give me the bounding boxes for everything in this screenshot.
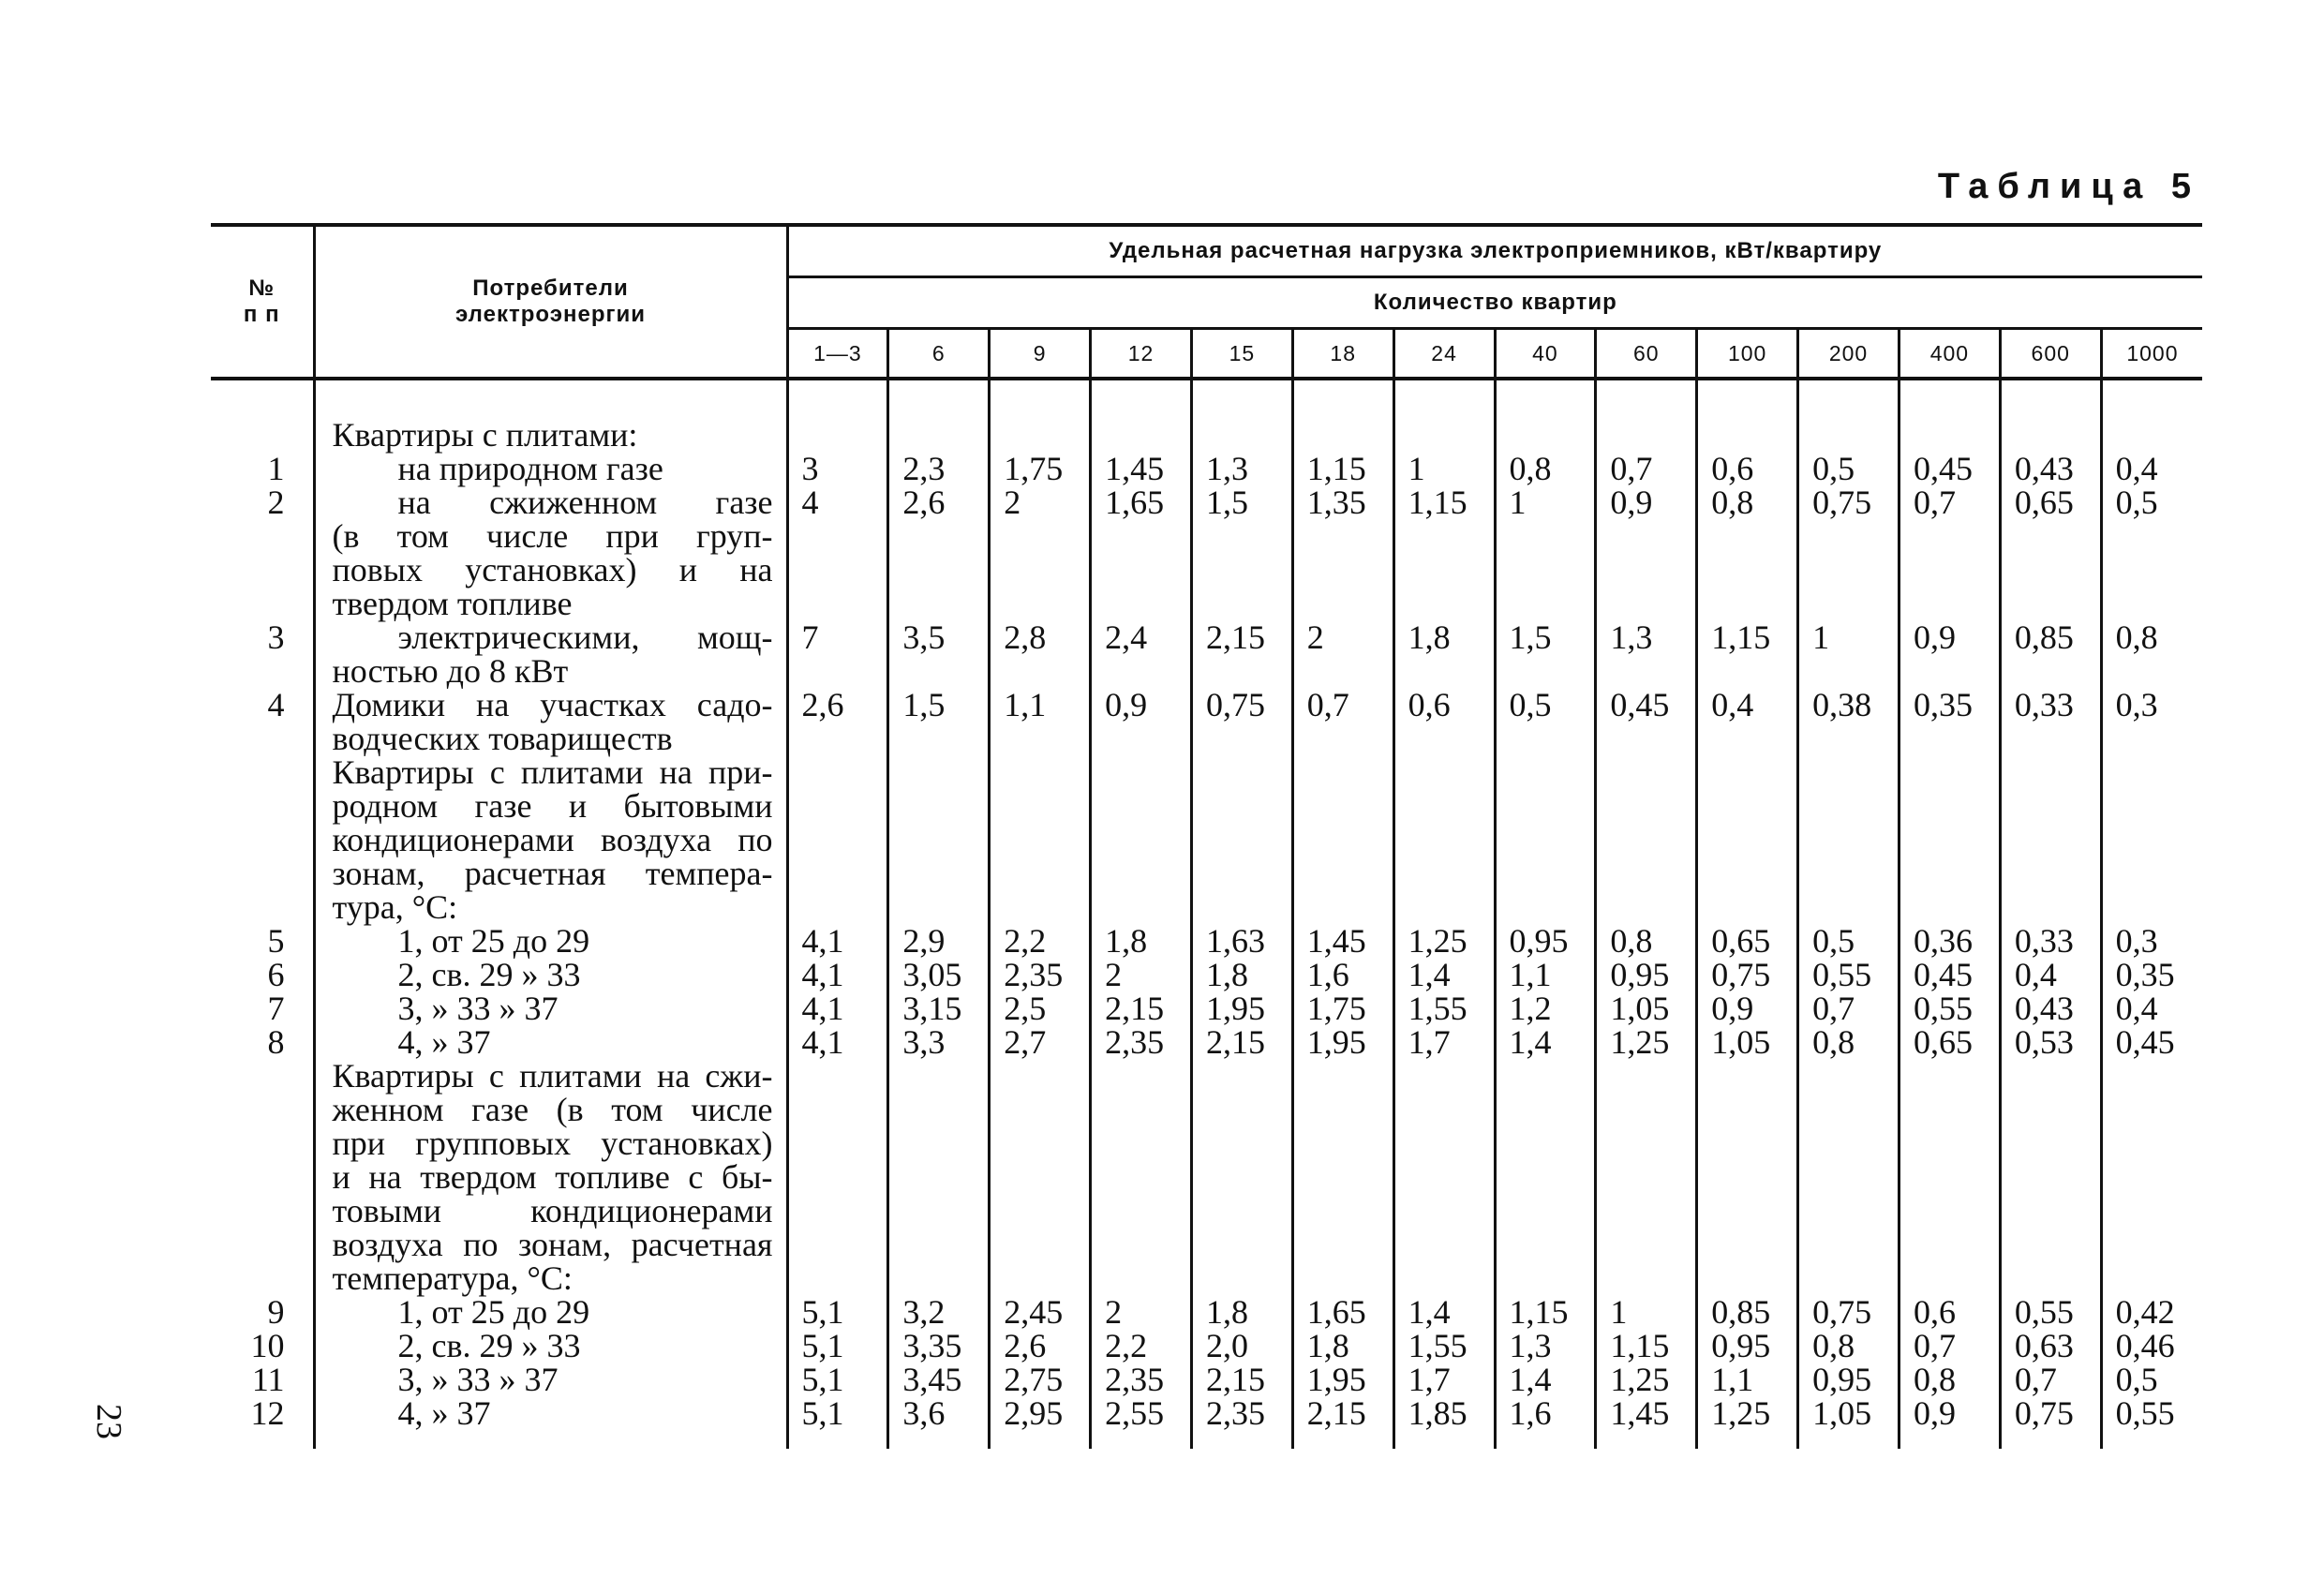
page-number: 23 bbox=[89, 1404, 128, 1439]
value-cell: 0,5 bbox=[2101, 1363, 2202, 1396]
consumer-name-line: (в том числе при груп- bbox=[332, 517, 773, 555]
header-num-line2: п п bbox=[243, 302, 280, 327]
value-cell: 1,15 bbox=[1292, 452, 1393, 485]
table-header bbox=[211, 225, 2202, 379]
value-cell: 1,8 bbox=[1091, 924, 1192, 958]
value-cell: 3,15 bbox=[888, 991, 990, 1025]
value-cell: 1,5 bbox=[1495, 620, 1596, 688]
value-cell: 0,46 bbox=[2101, 1329, 2202, 1363]
row-number: 1 bbox=[267, 450, 285, 487]
value-cell: 1,35 bbox=[1292, 485, 1393, 620]
value-cell: 2,15 bbox=[1292, 1396, 1393, 1449]
consumer-name-line: 4, » 37 bbox=[397, 1023, 491, 1061]
table-row bbox=[211, 958, 2202, 991]
value-cell: 1,7 bbox=[1393, 1363, 1495, 1396]
value-cell: 4,1 bbox=[787, 991, 888, 1025]
consumer-name bbox=[314, 958, 787, 991]
row-number: 11 bbox=[251, 1361, 285, 1398]
column-header: 18 bbox=[1292, 329, 1393, 380]
column-header: 60 bbox=[1596, 329, 1697, 380]
value-cell: 0,8 bbox=[1798, 1329, 1899, 1363]
column-header: 400 bbox=[1899, 329, 2000, 380]
value-cell: 0,45 bbox=[1899, 452, 2000, 485]
value-cell: 1,63 bbox=[1191, 924, 1292, 958]
consumer-name-line: Домики на участках садо- bbox=[332, 686, 773, 723]
value-cell: 0,75 bbox=[1191, 688, 1292, 755]
value-cell: 0,4 bbox=[2000, 958, 2101, 991]
value-cell: 1,4 bbox=[1393, 958, 1495, 991]
value-cell: 3,5 bbox=[888, 620, 990, 688]
value-cell: 3,45 bbox=[888, 1363, 990, 1396]
value-cell: 1 bbox=[1596, 1295, 1697, 1329]
value-cell: 2,4 bbox=[1091, 620, 1192, 688]
table-row bbox=[211, 1396, 2202, 1449]
value-cell: 0,43 bbox=[2000, 452, 2101, 485]
consumer-name bbox=[314, 688, 787, 755]
section-row bbox=[211, 379, 2202, 452]
consumer-name bbox=[314, 1396, 787, 1449]
value-cell: 1 bbox=[1798, 620, 1899, 688]
value-cell: 0,45 bbox=[2101, 1025, 2202, 1059]
value-cell: 1,05 bbox=[1697, 1025, 1798, 1059]
column-header: 9 bbox=[990, 329, 1091, 380]
column-header: 15 bbox=[1191, 329, 1292, 380]
value-cell: 3,05 bbox=[888, 958, 990, 991]
row-number: 7 bbox=[267, 990, 285, 1027]
consumer-name-line: 2, св. 29 » 33 bbox=[397, 956, 581, 993]
value-cell: 4 bbox=[787, 485, 888, 620]
value-cell: 1,15 bbox=[1697, 620, 1798, 688]
value-cell: 0,5 bbox=[2101, 485, 2202, 620]
value-cell: 0,75 bbox=[1798, 1295, 1899, 1329]
table-row bbox=[211, 1329, 2202, 1363]
section-title-line: Квартиры с плитами на сжи- bbox=[332, 1057, 773, 1095]
consumer-name-line: 2, св. 29 » 33 bbox=[397, 1327, 581, 1364]
consumer-name-line: повых установках) и на bbox=[332, 551, 773, 588]
consumer-name bbox=[314, 1025, 787, 1059]
value-cell: 0,95 bbox=[1495, 924, 1596, 958]
consumer-name bbox=[314, 452, 787, 485]
header-num-line1: № bbox=[248, 276, 276, 301]
value-cell: 3 bbox=[787, 452, 888, 485]
value-cell: 1,3 bbox=[1495, 1329, 1596, 1363]
value-cell: 1,6 bbox=[1495, 1396, 1596, 1449]
value-cell: 0,3 bbox=[2101, 924, 2202, 958]
value-cell: 1,5 bbox=[1191, 485, 1292, 620]
row-number: 4 bbox=[267, 686, 285, 723]
value-cell: 1,75 bbox=[1292, 991, 1393, 1025]
value-cell: 1,25 bbox=[1697, 1396, 1798, 1449]
load-table bbox=[211, 223, 2202, 1449]
section-title-line: кондиционерами воздуха по bbox=[332, 821, 773, 858]
section-title-line: температура, °С: bbox=[332, 1259, 573, 1297]
value-cell: 0,35 bbox=[1899, 688, 2000, 755]
value-cell: 0,9 bbox=[1899, 1396, 2000, 1449]
value-cell: 1,65 bbox=[1091, 485, 1192, 620]
column-header: 24 bbox=[1393, 329, 1495, 380]
column-header: 600 bbox=[2000, 329, 2101, 380]
header-consumers-line2: электроэнергии bbox=[455, 302, 646, 327]
table-row bbox=[211, 452, 2202, 485]
section-title bbox=[314, 755, 787, 924]
value-cell: 0,65 bbox=[2000, 485, 2101, 620]
consumer-name bbox=[314, 485, 787, 620]
table-row bbox=[211, 991, 2202, 1025]
value-cell: 7 bbox=[787, 620, 888, 688]
consumer-name-line: 4, » 37 bbox=[397, 1394, 491, 1432]
value-cell: 1,25 bbox=[1596, 1025, 1697, 1059]
value-cell: 0,85 bbox=[2000, 620, 2101, 688]
row-number: 5 bbox=[267, 922, 285, 960]
value-cell: 2,5 bbox=[990, 991, 1091, 1025]
value-cell: 1,15 bbox=[1596, 1329, 1697, 1363]
value-cell: 2,7 bbox=[990, 1025, 1091, 1059]
value-cell: 1,1 bbox=[990, 688, 1091, 755]
value-cell: 2,95 bbox=[990, 1396, 1091, 1449]
value-cell: 2,15 bbox=[1191, 1363, 1292, 1396]
value-cell: 3,6 bbox=[888, 1396, 990, 1449]
value-cell: 1,7 bbox=[1393, 1025, 1495, 1059]
table-body bbox=[211, 379, 2202, 1449]
value-cell: 0,4 bbox=[2101, 452, 2202, 485]
consumer-name-line: 1, от 25 до 29 bbox=[397, 1293, 590, 1331]
value-cell: 0,8 bbox=[1798, 1025, 1899, 1059]
value-cell: 0,9 bbox=[1091, 688, 1192, 755]
value-cell: 1,45 bbox=[1091, 452, 1192, 485]
consumer-name-line: водческих товариществ bbox=[332, 720, 673, 757]
value-cell: 1,2 bbox=[1495, 991, 1596, 1025]
value-cell: 0,55 bbox=[2000, 1295, 2101, 1329]
value-cell: 2 bbox=[1091, 958, 1192, 991]
header-consumers-line1: Потребители bbox=[472, 276, 629, 301]
value-cell: 0,5 bbox=[1798, 924, 1899, 958]
value-cell: 0,45 bbox=[1596, 688, 1697, 755]
value-cell: 2,9 bbox=[888, 924, 990, 958]
value-cell: 4,1 bbox=[787, 1025, 888, 1059]
value-cell: 3,2 bbox=[888, 1295, 990, 1329]
value-cell: 2 bbox=[1292, 620, 1393, 688]
value-cell: 0,4 bbox=[2101, 991, 2202, 1025]
value-cell: 4,1 bbox=[787, 958, 888, 991]
value-cell: 0,6 bbox=[1899, 1295, 2000, 1329]
value-cell: 0,4 bbox=[1697, 688, 1798, 755]
consumer-name-line: ностью до 8 кВт bbox=[332, 652, 569, 690]
header-consumers bbox=[314, 225, 787, 379]
header-load: Удельная расчетная нагрузка электроприемников, кВт/квартиру bbox=[787, 225, 2202, 277]
value-cell: 0,38 bbox=[1798, 688, 1899, 755]
column-header: 200 bbox=[1798, 329, 1899, 380]
value-cell: 2,6 bbox=[888, 485, 990, 620]
row-number: 10 bbox=[250, 1327, 285, 1364]
value-cell: 0,9 bbox=[1697, 991, 1798, 1025]
value-cell: 1,8 bbox=[1393, 620, 1495, 688]
table-row bbox=[211, 620, 2202, 688]
value-cell: 1,25 bbox=[1596, 1363, 1697, 1396]
value-cell: 0,43 bbox=[2000, 991, 2101, 1025]
column-header: 1—3 bbox=[787, 329, 888, 380]
value-cell: 0,6 bbox=[1393, 688, 1495, 755]
value-cell: 1,15 bbox=[1495, 1295, 1596, 1329]
value-cell: 0,8 bbox=[1495, 452, 1596, 485]
value-cell: 1,45 bbox=[1292, 924, 1393, 958]
value-cell: 1,6 bbox=[1292, 958, 1393, 991]
value-cell: 1,45 bbox=[1596, 1396, 1697, 1449]
value-cell: 1,65 bbox=[1292, 1295, 1393, 1329]
consumer-name bbox=[314, 924, 787, 958]
section-title-line: и на твердом топливе с бы- bbox=[332, 1158, 773, 1196]
value-cell: 0,7 bbox=[2000, 1363, 2101, 1396]
table-title: Таблица 5 bbox=[1937, 167, 2200, 206]
section-title-line: тура, °С: bbox=[332, 888, 458, 926]
value-cell: 0,3 bbox=[2101, 688, 2202, 755]
value-cell: 0,75 bbox=[1798, 485, 1899, 620]
consumer-name-line: твердом топливе bbox=[332, 585, 573, 622]
row-number: 6 bbox=[267, 956, 285, 993]
section-title-line: воздуха по зонам, расчетная bbox=[332, 1226, 773, 1263]
consumer-name bbox=[314, 991, 787, 1025]
value-cell: 2,15 bbox=[1091, 991, 1192, 1025]
value-cell: 2,6 bbox=[787, 688, 888, 755]
section-row bbox=[211, 755, 2202, 924]
value-cell: 2 bbox=[990, 485, 1091, 620]
consumer-name bbox=[314, 1329, 787, 1363]
value-cell: 1,4 bbox=[1495, 1363, 1596, 1396]
value-cell: 2,2 bbox=[1091, 1329, 1192, 1363]
value-cell: 2,6 bbox=[990, 1329, 1091, 1363]
value-cell: 0,65 bbox=[1899, 1025, 2000, 1059]
value-cell: 5,1 bbox=[787, 1396, 888, 1449]
value-cell: 0,55 bbox=[2101, 1396, 2202, 1449]
value-cell: 1,1 bbox=[1697, 1363, 1798, 1396]
value-cell: 2,15 bbox=[1191, 620, 1292, 688]
value-cell: 2,35 bbox=[1091, 1025, 1192, 1059]
table-row bbox=[211, 1363, 2202, 1396]
value-cell: 0,6 bbox=[1697, 452, 1798, 485]
row-number: 3 bbox=[267, 618, 285, 656]
value-cell: 1,85 bbox=[1393, 1396, 1495, 1449]
value-cell: 2,45 bbox=[990, 1295, 1091, 1329]
row-number: 2 bbox=[267, 484, 285, 521]
section-row bbox=[211, 1059, 2202, 1295]
table-row bbox=[211, 1025, 2202, 1059]
value-cell: 2,35 bbox=[1091, 1363, 1192, 1396]
value-cell: 2,35 bbox=[990, 958, 1091, 991]
value-cell: 1 bbox=[1495, 485, 1596, 620]
value-cell: 2,55 bbox=[1091, 1396, 1192, 1449]
value-cell: 1,5 bbox=[888, 688, 990, 755]
value-cell: 2,15 bbox=[1191, 1025, 1292, 1059]
consumer-name bbox=[314, 1295, 787, 1329]
section-title-line: Квартиры с плитами на при- bbox=[332, 753, 773, 791]
column-header: 100 bbox=[1697, 329, 1798, 380]
value-cell: 0,45 bbox=[1899, 958, 2000, 991]
value-cell: 0,95 bbox=[1596, 958, 1697, 991]
value-cell: 1,3 bbox=[1596, 620, 1697, 688]
consumer-name-line: 3, » 33 » 37 bbox=[397, 990, 559, 1027]
consumer-name-line: 1, от 25 до 29 bbox=[397, 922, 590, 960]
value-cell: 1,8 bbox=[1292, 1329, 1393, 1363]
section-title-line: родном газе и бытовыми bbox=[332, 787, 773, 825]
value-cell: 5,1 bbox=[787, 1363, 888, 1396]
value-cell: 0,75 bbox=[2000, 1396, 2101, 1449]
section-title-line: женном газе (в том числе bbox=[332, 1091, 773, 1128]
value-cell: 0,8 bbox=[1697, 485, 1798, 620]
value-cell: 3,35 bbox=[888, 1329, 990, 1363]
table-row bbox=[211, 688, 2202, 755]
value-cell: 3,3 bbox=[888, 1025, 990, 1059]
value-cell: 0,5 bbox=[1495, 688, 1596, 755]
value-cell: 0,5 bbox=[1798, 452, 1899, 485]
value-cell: 1,25 bbox=[1393, 924, 1495, 958]
value-cell: 0,42 bbox=[2101, 1295, 2202, 1329]
value-cell: 2 bbox=[1091, 1295, 1192, 1329]
value-cell: 1,4 bbox=[1495, 1025, 1596, 1059]
value-cell: 0,7 bbox=[1596, 452, 1697, 485]
consumer-name-line: 3, » 33 » 37 bbox=[397, 1361, 559, 1398]
value-cell: 1,05 bbox=[1596, 991, 1697, 1025]
value-cell: 1,8 bbox=[1191, 1295, 1292, 1329]
value-cell: 0,7 bbox=[1899, 485, 2000, 620]
consumer-name-line: на сжиженном газе bbox=[397, 484, 773, 521]
section-title-line: товыми кондиционерами bbox=[332, 1192, 773, 1229]
value-cell: 2,35 bbox=[1191, 1396, 1292, 1449]
consumer-name-line: на природном газе bbox=[397, 450, 663, 487]
value-cell: 0,63 bbox=[2000, 1329, 2101, 1363]
column-header: 12 bbox=[1091, 329, 1192, 380]
value-cell: 2,3 bbox=[888, 452, 990, 485]
value-cell: 1,75 bbox=[990, 452, 1091, 485]
row-number: 12 bbox=[250, 1394, 285, 1432]
value-cell: 0,7 bbox=[1899, 1329, 2000, 1363]
value-cell: 0,65 bbox=[1697, 924, 1798, 958]
value-cell: 0,9 bbox=[1596, 485, 1697, 620]
value-cell: 0,85 bbox=[1697, 1295, 1798, 1329]
value-cell: 1,95 bbox=[1191, 991, 1292, 1025]
table-row bbox=[211, 1295, 2202, 1329]
value-cell: 4,1 bbox=[787, 924, 888, 958]
section-title-line: при групповых установках) bbox=[332, 1125, 773, 1162]
value-cell: 0,36 bbox=[1899, 924, 2000, 958]
value-cell: 1,05 bbox=[1798, 1396, 1899, 1449]
table-row bbox=[211, 485, 2202, 620]
value-cell: 1,1 bbox=[1495, 958, 1596, 991]
row-number: 9 bbox=[267, 1293, 285, 1331]
header-count: Количество квартир bbox=[787, 277, 2202, 329]
value-cell: 0,95 bbox=[1697, 1329, 1798, 1363]
value-cell: 0,55 bbox=[1798, 958, 1899, 991]
section-title-line: Квартиры с плитами: bbox=[332, 416, 638, 454]
value-cell: 0,53 bbox=[2000, 1025, 2101, 1059]
value-cell: 1,55 bbox=[1393, 1329, 1495, 1363]
value-cell: 1,8 bbox=[1191, 958, 1292, 991]
column-header: 1000 bbox=[2101, 329, 2202, 380]
column-header: 40 bbox=[1495, 329, 1596, 380]
consumer-name bbox=[314, 1363, 787, 1396]
table-row bbox=[211, 924, 2202, 958]
value-cell: 0,8 bbox=[2101, 620, 2202, 688]
value-cell: 2,75 bbox=[990, 1363, 1091, 1396]
value-cell: 0,7 bbox=[1292, 688, 1393, 755]
value-cell: 2,0 bbox=[1191, 1329, 1292, 1363]
value-cell: 1,55 bbox=[1393, 991, 1495, 1025]
value-cell: 0,55 bbox=[1899, 991, 2000, 1025]
value-cell: 0,33 bbox=[2000, 688, 2101, 755]
column-header: 6 bbox=[888, 329, 990, 380]
consumer-name-line: электрическими, мощ- bbox=[397, 618, 773, 656]
value-cell: 2,8 bbox=[990, 620, 1091, 688]
value-cell: 2,2 bbox=[990, 924, 1091, 958]
value-cell: 5,1 bbox=[787, 1295, 888, 1329]
value-cell: 1 bbox=[1393, 452, 1495, 485]
value-cell: 1,3 bbox=[1191, 452, 1292, 485]
value-cell: 0,95 bbox=[1798, 1363, 1899, 1396]
value-cell: 0,35 bbox=[2101, 958, 2202, 991]
value-cell: 0,33 bbox=[2000, 924, 2101, 958]
value-cell: 1,15 bbox=[1393, 485, 1495, 620]
value-cell: 1,4 bbox=[1393, 1295, 1495, 1329]
section-title-line: зонам, расчетная темпера- bbox=[332, 855, 773, 892]
value-cell: 0,7 bbox=[1798, 991, 1899, 1025]
value-cell: 0,8 bbox=[1596, 924, 1697, 958]
value-cell: 5,1 bbox=[787, 1329, 888, 1363]
section-title bbox=[314, 379, 787, 452]
value-cell: 0,9 bbox=[1899, 620, 2000, 688]
value-cell: 0,75 bbox=[1697, 958, 1798, 991]
value-cell: 0,8 bbox=[1899, 1363, 2000, 1396]
row-number: 8 bbox=[267, 1023, 285, 1061]
value-cell: 1,95 bbox=[1292, 1025, 1393, 1059]
header-num bbox=[211, 225, 314, 379]
value-cell: 1,95 bbox=[1292, 1363, 1393, 1396]
section-title bbox=[314, 1059, 787, 1295]
consumer-name bbox=[314, 620, 787, 688]
